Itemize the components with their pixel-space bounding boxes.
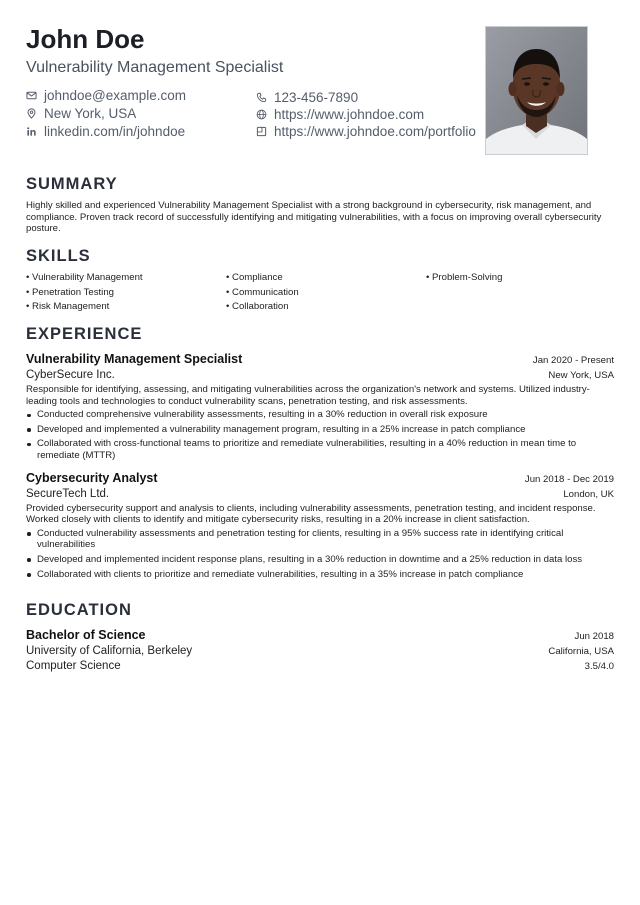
job-description: Responsible for identifying, assessing, and mitigating vulnerabilities across the organization's network and systems. Utilized industry-leading tools and technologies to conduct vulnerability scans, penetration testing, and risk assessments.	[26, 384, 590, 407]
experience-heading: EXPERIENCE	[26, 325, 143, 343]
job-bullet: Developed and implemented a vulnerability management program, resulting in a 25% increase in patch compliance	[26, 424, 614, 436]
graduation-date: Jun 2018	[574, 631, 614, 642]
skills-section	[26, 246, 614, 318]
job-location: London, UK	[563, 488, 614, 500]
experience-section	[26, 324, 614, 583]
job-bullet: Collaborated with clients to prioritize and remediate vulnerabilities, resulting in a 35% increase in patch compliance	[26, 569, 614, 581]
summary-section	[26, 174, 614, 235]
skills-list	[26, 272, 614, 318]
portrait-image	[486, 27, 587, 154]
job-entry	[26, 471, 614, 581]
mail-icon	[26, 90, 37, 101]
map-pin-icon	[26, 108, 37, 119]
job-description: Provided cybersecurity support and analysis to clients, including vulnerability assessments, penetration testing, and incident response. Worked closely with clients to identify and mitigate cybersecurity risks, resulting in a 20% increase in client satisfaction.	[26, 502, 596, 526]
job-bullets	[26, 409, 614, 461]
job-bullet: Developed and implemented incident response plans, resulting in a 30% reduction in downtime and a 25% reduction in data loss	[26, 554, 614, 566]
email-text: johndoe@example.com	[44, 88, 187, 103]
globe-icon	[256, 109, 267, 120]
job-dates: Jan 2020 - Present	[532, 355, 614, 366]
phone-icon	[256, 92, 267, 103]
skill-item: • Collaboration	[226, 301, 289, 312]
candidate-title: Vulnerability Management Specialist	[26, 59, 284, 76]
resume-header	[26, 22, 614, 158]
skill-item: • Penetration Testing	[26, 286, 114, 298]
summary-heading: SUMMARY	[26, 175, 118, 193]
contact-website[interactable]	[256, 107, 424, 122]
portfolio-text: https://www.johndoe.com/portfolio	[274, 124, 476, 139]
linkedin-text: linkedin.com/in/johndoe	[44, 124, 186, 139]
skill-item: • Communication	[226, 286, 299, 298]
job-entry	[26, 352, 614, 462]
education-heading: EDUCATION	[26, 601, 132, 619]
job-location: New York, USA	[548, 370, 614, 381]
contact-portfolio[interactable]	[256, 124, 476, 139]
job-dates: Jun 2018 - Dec 2019	[524, 473, 614, 485]
phone-text: 123-456-7890	[274, 90, 359, 105]
education-section	[26, 600, 614, 672]
skills-heading: SKILLS	[26, 247, 91, 265]
summary-text: Highly skilled and experienced Vulnerability Management Specialist with a strong background in cybersecurity, risk management, and compliance. Proven track record of successfully identifying and mitigating vulnerabilities, with a focus on improving overall cybersecurity posture.	[26, 200, 602, 235]
skill-item: • Risk Management	[26, 301, 110, 312]
job-company: SecureTech Ltd.	[26, 487, 110, 500]
contact-email[interactable]	[26, 88, 186, 103]
school-name: University of California, Berkeley	[26, 645, 193, 657]
field-of-study: Computer Science	[26, 660, 121, 672]
contact-location	[26, 106, 136, 121]
contact-linkedin[interactable]	[26, 124, 185, 139]
job-company: CyberSecure Inc.	[26, 369, 115, 381]
location-text: New York, USA	[44, 106, 137, 121]
degree: Bachelor of Science	[26, 628, 146, 642]
job-bullets	[26, 528, 614, 580]
job-bullet: Conducted vulnerability assessments and penetration testing for clients, resulting in a 95% success rate in identifying critical vulnerabilities	[26, 528, 614, 551]
gpa: 3.5/4.0	[584, 661, 614, 672]
job-bullet: Conducted comprehensive vulnerability assessments, resulting in a 30% reduction in overall risk exposure	[26, 409, 614, 421]
skill-item: • Vulnerability Management	[26, 272, 143, 283]
job-bullet: Collaborated with cross-functional teams to prioritize and remediate vulnerabilities, resulting in a 40% reduction in mean time to remediate (MTTR)	[26, 438, 614, 461]
contact-phone[interactable]	[256, 90, 358, 105]
linkedin-icon	[26, 126, 37, 137]
resume-page	[26, 22, 614, 672]
candidate-name: John Doe	[26, 24, 145, 54]
school-location: California, USA	[548, 646, 614, 657]
skill-item: • Compliance	[226, 272, 283, 283]
job-title: Cybersecurity Analyst	[26, 470, 158, 485]
website-text: https://www.johndoe.com	[274, 107, 425, 122]
skill-item: • Problem-Solving	[426, 272, 503, 283]
portfolio-icon	[256, 126, 267, 137]
profile-photo	[485, 26, 588, 155]
job-title: Vulnerability Management Specialist	[26, 352, 243, 366]
